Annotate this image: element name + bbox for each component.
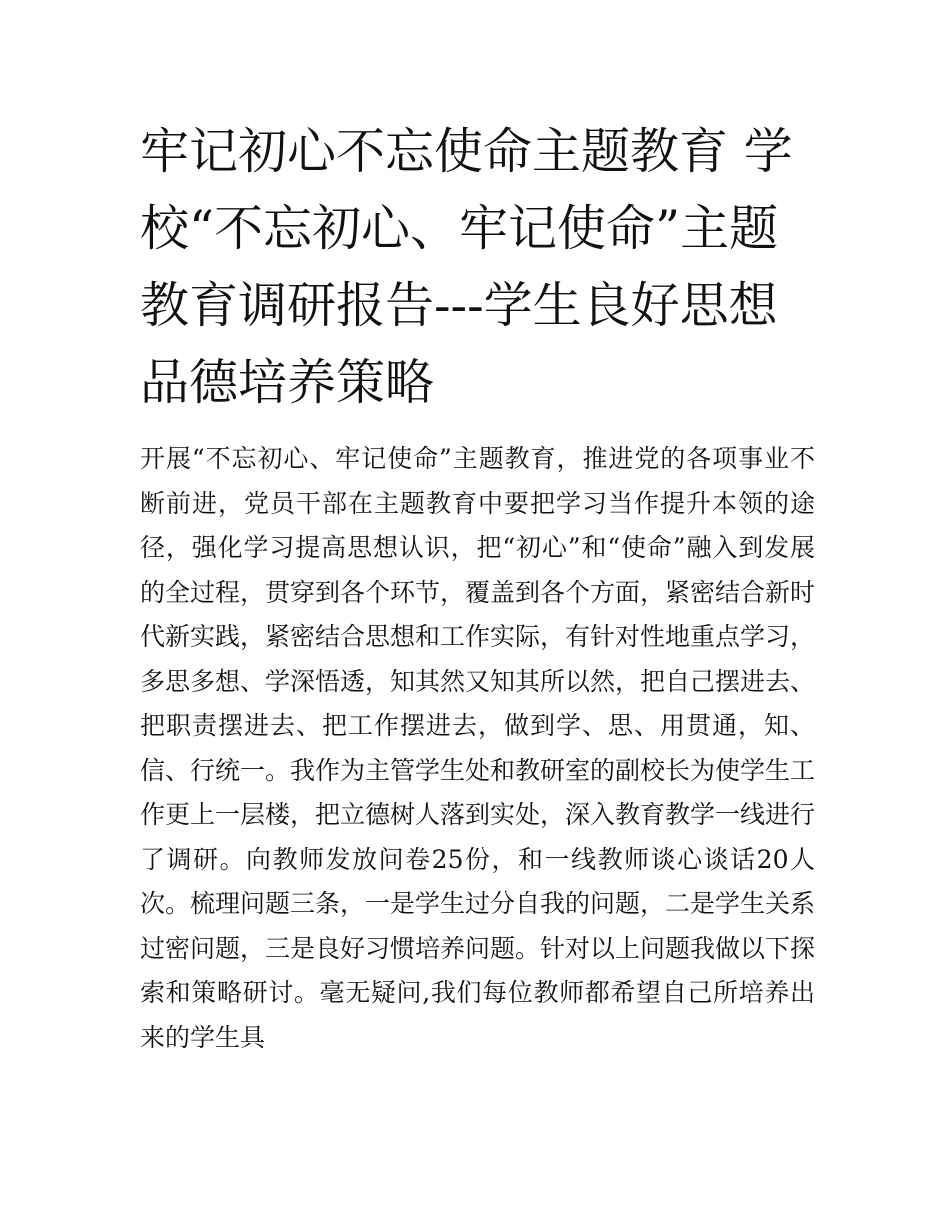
document-title: 牢记初心不忘使命主题教育 学校“不忘初心、牢记使命”主题教育调研报告---学生良好思想品德培养策略 bbox=[140, 123, 793, 411]
document-body-paragraph: 开展“不忘初心、牢记使命”主题教育，推进党的各项事业不断前进，党员干部在主题教育中要把学习当作提升本领的途径，强化学习提高思想认识，把“初心”和“使命”融入到发展的全过程，贯穿到各个环节，覆盖到各个方面，紧密结合新时代新实践，紧密结合思想和工作实际，有针对性地重点学习，多思多想、学深悟透，知其然又知其所以然，把自己摆进去、把职责摆进去、把工作摆进去，做到学、思、用贯通，知、信、行统一。我作为主管学生处和教研室的副校长为使学生工作更上一层楼，把立德树人落到实处，深入教育教学一线进行了调研。向教师发放问卷25份，和一线教师谈心谈话20人次。梳理问题三条，一是学生过分自我的问题，二是学生关系过密问题，三是良好习惯培养问题。针对以上问题我做以下探索和策略研讨。毫无疑问,我们每位教师都希望自己所培养出来的学生具 bbox=[140, 444, 816, 1052]
